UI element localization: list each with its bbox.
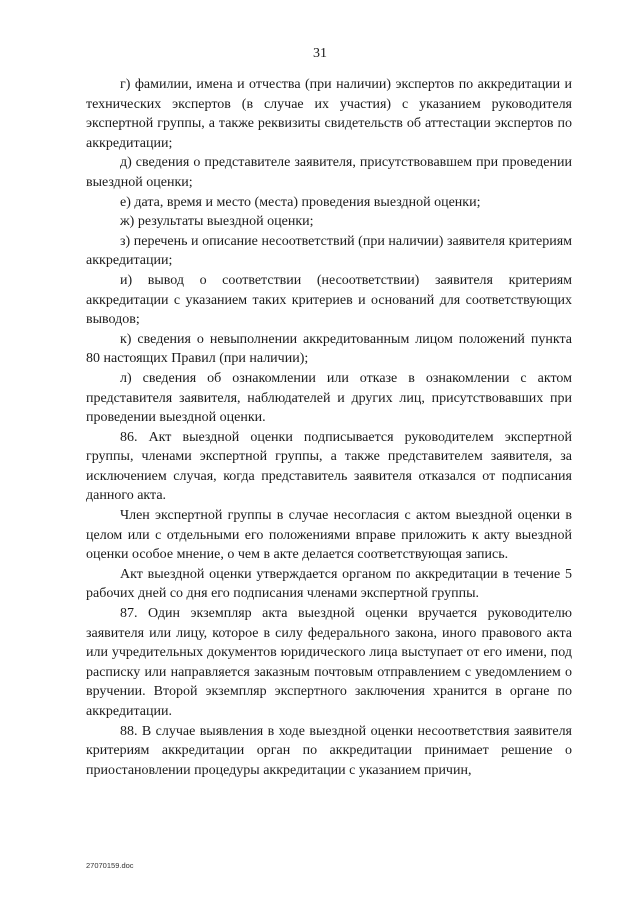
paragraph-e: е) дата, время и место (места) проведения выездной оценки; [120, 194, 481, 210]
clause-86: 86. Акт выездной оценки подписывается руководителем экспертной группы, членами экспертной группы, а также представителем заявителя, за исключением случая, когда представитель заявителя отказался от подписания данного акта. [86, 429, 572, 504]
paragraph-zh: ж) результаты выездной оценки; [120, 214, 314, 230]
footer-filename: 27070159.doc [86, 861, 134, 870]
paragraph-k: к) сведения о невыполнении аккредитованным лицом положений пункта 80 настоящих Правил (при наличии); [86, 331, 572, 367]
paragraph-l: л) сведения об ознакомлении или отказе в ознакомлении с актом представителя заявителя, наблюдателей и других лиц, присутствовавших при проведении выездной оценки. [86, 370, 572, 426]
page-number: 31 [313, 46, 327, 61]
paragraph-z: з) перечень и описание несоответствий (при наличии) заявителя критериям аккредитации; [86, 233, 572, 269]
paragraph-i: и) вывод о соответствии (несоответствии) заявителя критериям аккредитации с указанием таких критериев и оснований для соответствующих выводов; [86, 272, 572, 328]
paragraph-d: д) сведения о представителе заявителя, присутствовавшем при проведении выездной оценки; [86, 155, 572, 190]
clause-87: 87. Один экземпляр акта выездной оценки вручается руководителю заявителя или лицу, которое в силу федерального закона, иного правового акта или учредительных документов юридического лица выступает от его имени, под расписку или направляется заказным почтовым отправлением с уведомлением о вручении. Второй экземпляр экспертного заключения хранится в органе по аккредитации. [86, 606, 572, 719]
paragraph-g: г) фамилии, имена и отчества (при наличии) экспертов по аккредитации и технических экспертов (в случае их участия) с указанием руководителя экспертной группы, а также реквизиты свидетельств об аттестации экспертов по аккредитации; [86, 77, 572, 151]
clause-88: 88. В случае выявления в ходе выездной оценки несоответствия заявителя критериям аккредитации орган по аккредитации принимает решение о приостановлении процедуры аккредитации с указанием причин, [86, 723, 572, 778]
clause-86-approval: Акт выездной оценки утверждается органом по аккредитации в течение 5 рабочих дней со дня его подписания членами экспертной группы. [86, 566, 572, 602]
document-body [86, 75, 572, 780]
clause-86-dissent: Член экспертной группы в случае несогласия с актом выездной оценки в целом или с отдельными его положениями вправе приложить к акту выездной оценки особое мнение, о чем в акте делается соответствующая запись. [86, 508, 572, 563]
